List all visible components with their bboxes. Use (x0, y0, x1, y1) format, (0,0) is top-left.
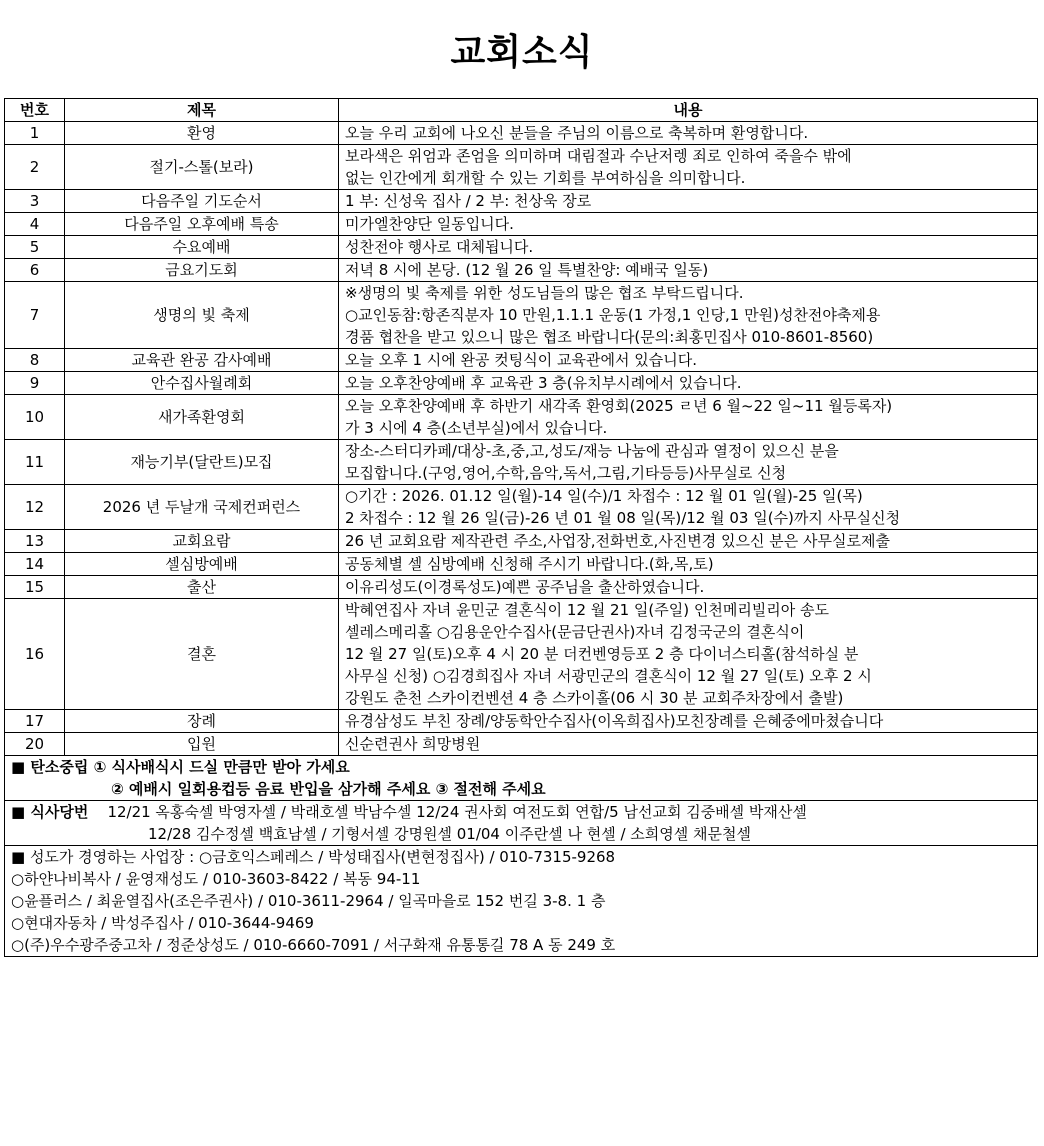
row-number: 8 (5, 349, 65, 372)
table-row (5, 372, 1038, 395)
content-line: 없는 인간에게 회개할 수 있는 기회를 부여하심을 의미합니다. (345, 169, 746, 187)
content-line: 가 3 시에 4 층(소년부실)에서 있습니다. (345, 419, 608, 437)
notice-table (4, 98, 1038, 957)
row-number: 10 (5, 395, 65, 440)
row-content (339, 576, 1038, 599)
row-number: 9 (5, 372, 65, 395)
content-line: 이유리성도(이경록성도)예쁜 공주님을 출산하였습니다. (345, 578, 705, 596)
content-line: 유경삼성도 부친 장례/양동학안수집사(이옥희집사)모친장례를 은혜중에마쳤습니다 (345, 712, 884, 730)
table-row (5, 190, 1038, 213)
row-subject: 장례 (65, 710, 339, 733)
row-subject: 다음주일 오후예배 특송 (65, 213, 339, 236)
content-line: 2 차접수 : 12 월 26 일(금)-26 년 01 월 08 일(목)/12 월 03 일(수)까지 사무실신청 (345, 509, 901, 527)
business-item: ○하얀나비복사 / 윤영재성도 / 010-3603-8422 / 복동 94-11 (11, 870, 421, 888)
row-content (339, 733, 1038, 756)
table-row (5, 145, 1038, 190)
row-subject: 교육관 완공 감사예배 (65, 349, 339, 372)
member-business-list (5, 846, 1038, 957)
row-number: 7 (5, 282, 65, 349)
row-subject: 교회요람 (65, 530, 339, 553)
business-row (5, 846, 1038, 957)
row-number: 5 (5, 236, 65, 259)
table-row (5, 710, 1038, 733)
business-heading: ■ 성도가 경영하는 사업장 : ○금호익스페레스 / 박성태집사(변현정집사) / 010-7315-9268 (11, 848, 616, 866)
carbon-row (5, 756, 1038, 801)
carbon-line-1: ■ 탄소중립 ① 식사배식시 드실 만큼만 받아 가세요 (11, 758, 350, 776)
content-line: 공동체별 셀 심방예배 신청해 주시기 바랍니다.(화,목,토) (345, 555, 714, 573)
content-line: 사무실 신청) ○김경희집사 자녀 서광민군의 결혼식이 12 월 27 일(토) 오후 2 시 (345, 667, 872, 685)
row-content (339, 710, 1038, 733)
row-content (339, 395, 1038, 440)
row-subject: 출산 (65, 576, 339, 599)
row-subject: 생명의 빛 축제 (65, 282, 339, 349)
meal-duty-notice (5, 801, 1038, 846)
content-line: 보라색은 위엄과 존엄을 의미하며 대림절과 수난저렝 죄로 인하여 죽을수 밖에 (345, 147, 852, 165)
row-subject: 셀심방예배 (65, 553, 339, 576)
row-number: 6 (5, 259, 65, 282)
content-line: 박혜연집사 자녀 윤민군 결혼식이 12 월 21 일(주일) 인천메리빌리아 송도 (345, 601, 830, 619)
content-line: 12 월 27 일(토)오후 4 시 20 분 더컨벤영등포 2 층 다이너스티홀(참석하실 분 (345, 645, 859, 663)
page-title: 교회소식 (450, 31, 594, 73)
content-line: 셀레스메리홀 ○김용운안수집사(문금단권사)자녀 김정국군의 결혼식이 (345, 623, 805, 641)
row-number: 12 (5, 485, 65, 530)
row-content (339, 372, 1038, 395)
row-content (339, 236, 1038, 259)
row-number: 4 (5, 213, 65, 236)
table-row (5, 599, 1038, 710)
content-line: ○기간 : 2026. 01.12 일(월)-14 일(수)/1 차접수 : 12 월 01 일(월)-25 일(목) (345, 487, 863, 505)
content-line: 저녁 8 시에 본당. (12 월 26 일 특별찬양: 예배국 일동) (345, 261, 709, 279)
table-row (5, 236, 1038, 259)
table-row (5, 553, 1038, 576)
row-content (339, 122, 1038, 145)
meal-duty-label: ■ 식사당번 (11, 803, 89, 821)
row-subject: 수요예배 (65, 236, 339, 259)
row-number: 14 (5, 553, 65, 576)
content-line: 오늘 오후찬양예배 후 하반기 새각족 환영회(2025 ㄹ년 6 월~22 일~11 월등록자) (345, 397, 893, 415)
row-content (339, 190, 1038, 213)
row-subject: 입원 (65, 733, 339, 756)
row-content (339, 213, 1038, 236)
table-row (5, 213, 1038, 236)
row-subject: 2026 년 두날개 국제컨퍼런스 (65, 485, 339, 530)
content-line: 경품 협찬을 받고 있으니 많은 협조 바랍니다(문의:최홍민집사 010-8601-8560) (345, 328, 874, 346)
content-line: 오늘 오후 1 시에 완공 컷팅식이 교육관에서 있습니다. (345, 351, 697, 369)
row-number: 1 (5, 122, 65, 145)
content-line: 오늘 오후찬양예배 후 교육관 3 층(유치부시례에서 있습니다. (345, 374, 742, 392)
row-number: 2 (5, 145, 65, 190)
content-line: 1 부: 신성욱 집사 / 2 부: 천상욱 장로 (345, 192, 592, 210)
table-row (5, 395, 1038, 440)
row-number: 16 (5, 599, 65, 710)
content-line: 성찬전야 행사로 대체됩니다. (345, 238, 534, 256)
carbon-line-2: ② 예배시 일회용컵등 음료 반입을 삼가해 주세요 ③ 절전해 주세요 (111, 780, 546, 798)
content-line: 모집합니다.(구엉,영어,수학,음악,독서,그림,기타등등)사무실로 신청 (345, 464, 787, 482)
table-body (5, 122, 1038, 756)
row-subject: 결혼 (65, 599, 339, 710)
table-header-row (5, 99, 1038, 122)
row-number: 20 (5, 733, 65, 756)
row-subject: 새가족환영회 (65, 395, 339, 440)
row-number: 3 (5, 190, 65, 213)
content-line: ※생명의 빛 축제를 위한 성도님들의 많은 협조 부탁드립니다. (345, 284, 744, 302)
row-subject: 환영 (65, 122, 339, 145)
row-subject: 금요기도회 (65, 259, 339, 282)
row-subject: 재능기부(달란트)모집 (65, 440, 339, 485)
row-content (339, 349, 1038, 372)
meal-line-1: 12/21 옥홍숙셀 박영자셀 / 박래호셀 박남수셀 12/24 권사회 여전도회 연합/5 남선교회 김중배셀 박재산셀 (107, 803, 807, 821)
row-content (339, 599, 1038, 710)
row-number: 17 (5, 710, 65, 733)
table-row (5, 485, 1038, 530)
row-number: 13 (5, 530, 65, 553)
row-content (339, 440, 1038, 485)
header-num: 번호 (5, 99, 65, 122)
business-item: ○(주)우수광주중고차 / 정준상성도 / 010-6660-7091 / 서구화재 유통통길 78 A 동 249 호 (11, 936, 616, 954)
row-content (339, 259, 1038, 282)
header-content: 내용 (339, 99, 1038, 122)
row-number: 11 (5, 440, 65, 485)
row-number: 15 (5, 576, 65, 599)
content-line: 26 년 교회요람 제작관련 주소,사업장,전화번호,사진변경 있으신 분은 사무실로제출 (345, 532, 890, 550)
row-subject: 안수집사월례회 (65, 372, 339, 395)
table-row (5, 259, 1038, 282)
table-row (5, 282, 1038, 349)
content-line: 강원도 춘천 스카이컨벤션 4 층 스카이홀(06 시 30 분 교회주차장에서 출발) (345, 689, 844, 707)
content-line: 장소-스터디카페/대상-초,중,고,성도/재능 나눔에 관심과 열정이 있으신 분을 (345, 442, 839, 460)
meal-line-2: 12/28 김수정셀 백효남셀 / 기형서셀 강명원셀 01/04 이주란셀 나 현셀 / 소희영셀 채문철셀 (148, 825, 751, 843)
business-item: ○윤플러스 / 최윤열집사(조은주권사) / 010-3611-2964 / 일곡마을로 152 번길 3-8. 1 층 (11, 892, 606, 910)
table-row (5, 733, 1038, 756)
content-line: 미가엘찬양단 일동입니다. (345, 215, 514, 233)
business-item: ○현대자동차 / 박성주집사 / 010-3644-9469 (11, 914, 314, 932)
row-subject: 다음주일 기도순서 (65, 190, 339, 213)
row-content (339, 530, 1038, 553)
row-content (339, 282, 1038, 349)
content-line: ○교인동참:항존직분자 10 만원,1.1.1 운동(1 가정,1 인당,1 만원)성찬전야축제용 (345, 306, 881, 324)
table-row (5, 440, 1038, 485)
table-row (5, 122, 1038, 145)
table-row (5, 530, 1038, 553)
table-row (5, 349, 1038, 372)
content-line: 신순련권사 희망병원 (345, 735, 481, 753)
meal-row (5, 801, 1038, 846)
content-line: 오늘 우리 교회에 나오신 분들을 주님의 이름으로 축복하며 환영합니다. (345, 124, 809, 142)
row-content (339, 485, 1038, 530)
row-content (339, 553, 1038, 576)
row-subject: 절기-스톨(보라) (65, 145, 339, 190)
table-row (5, 576, 1038, 599)
carbon-neutral-notice (5, 756, 1038, 801)
row-content (339, 145, 1038, 190)
header-subject: 제목 (65, 99, 339, 122)
